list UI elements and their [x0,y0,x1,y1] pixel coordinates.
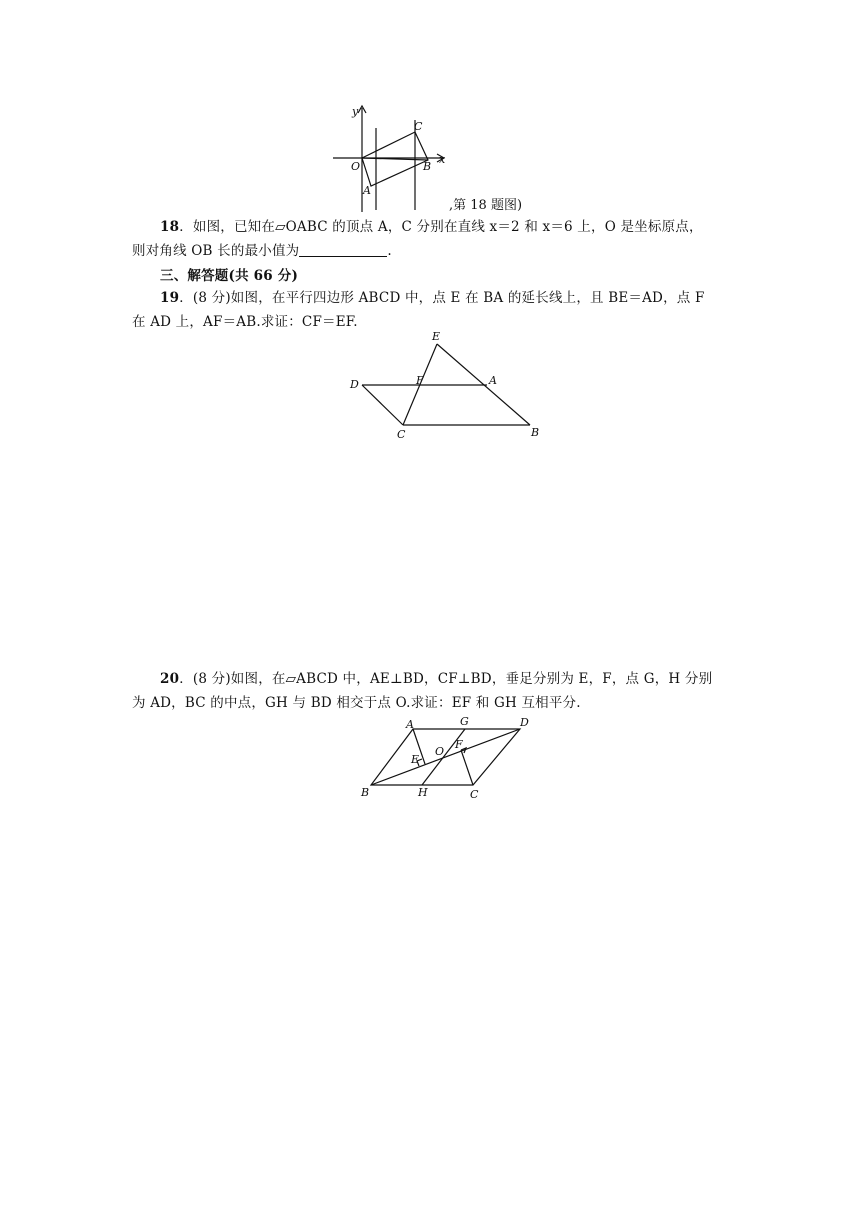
figure-19 [345,328,550,443]
question-19 [132,286,732,334]
figure-18 [325,100,465,215]
label-y: y [352,105,359,118]
label-f: F [416,374,424,387]
question-19-text-a: ．(8 分)如图，在平行四边形 ABCD 中，点 E 在 BA 的延长线上，且 BE＝AD，点 F [179,290,705,306]
label-c: C [397,428,406,441]
label-o: O [435,745,445,758]
section-3-title: 三、解答题(共 66 分) [160,268,299,284]
label-x: x [439,153,446,166]
question-20-number: 20 [160,671,180,687]
label-b: B [531,426,540,439]
label-e: E [411,753,420,766]
question-19-text-b: 在 AD 上，AF＝AB.求证：CF＝EF. [132,314,358,330]
label-o: O [351,160,361,173]
label-b: B [361,786,370,799]
question-18-text-b: 则对角线 OB 长的最小值为 [132,243,300,259]
label-a: A [363,184,371,197]
question-18 [132,215,732,263]
question-20-text-a: ．(8 分)如图，在▱ABCD 中，AE⊥BD，CF⊥BD，垂足分别为 E，F，点 G，H 分别 [179,671,713,687]
label-g: G [460,715,469,728]
label-h: H [418,786,428,799]
label-a: A [406,718,414,731]
question-19-number: 19 [160,290,180,306]
segment-dc [362,385,403,425]
question-20-text-b: 为 AD，BC 的中点，GH 与 BD 相交于点 O.求证：EF 和 GH 互相平分. [132,695,581,711]
label-c: C [414,120,423,133]
diagonal-bd [371,729,520,785]
label-c: C [470,788,479,801]
question-18-text-c: . [387,243,392,259]
label-d: D [350,378,359,391]
figure-20 [355,712,540,802]
label-d: D [520,716,529,729]
answer-blank[interactable] [299,242,387,257]
question-18-number: 18 [160,219,180,235]
label-e: E [432,330,441,343]
label-f: F [455,738,463,751]
segment-cf [461,750,473,785]
question-18-text-a: ．如图，已知在▱OABC 的顶点 A，C 分别在直线 x＝2 和 x＝6 上，O 是坐标原点， [179,219,703,235]
question-20 [132,667,732,715]
figure-18-caption: ,第 18 题图) [449,198,523,213]
label-b: B [423,160,432,173]
label-a: A [489,374,497,387]
